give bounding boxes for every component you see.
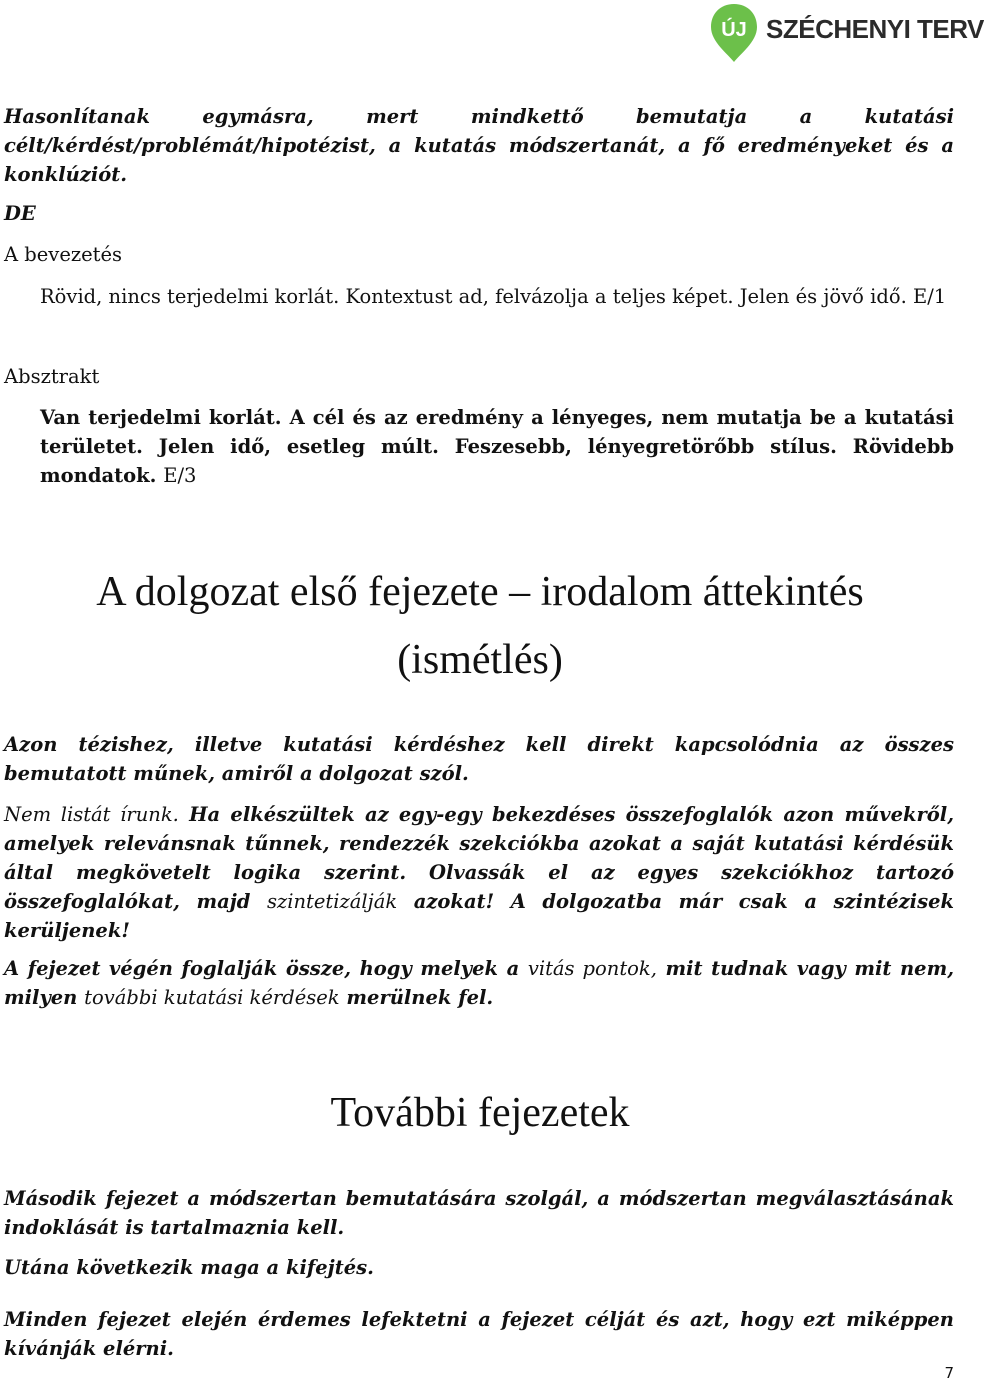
p2-end: azokat! A dolgozatba már csak a szintézisek kerüljenek! (4, 890, 954, 942)
logo-text: SZÉCHENYI TERV (766, 14, 984, 44)
intro-text: Rövid, nincs terjedelmi korlát. Kontextust ad, felvázolja a teljes képet. Jelen és jövő idő. E/1 (40, 285, 947, 308)
de-label: DE (4, 202, 36, 225)
section2-paragraph-3: Minden fejezet elején érdemes lefektetni a fejezet célját és azt, hogy ezt miképpen kívánják elérni. (4, 1308, 954, 1360)
section2-paragraph-1: Második fejezet a módszertan bemutatására szolgál, a módszertan megválasztásának indoklását is tartalmaznia kell. (4, 1187, 954, 1239)
comparison-paragraph: Hasonlítanak egymásra, mert mindkettő bemutatja a kutatási célt/kérdést/problémát/hipotézist, a kutatás módszertanát, a fő eredményeket és a konklúziót. (4, 105, 954, 186)
p3-a: A fejezet végén foglalják össze, hogy melyek a (4, 957, 520, 980)
abstract-suffix: E/3 (163, 464, 197, 487)
section2-title: További fejezetek (330, 1090, 630, 1136)
section1-paragraph-2 (4, 800, 954, 945)
abstract-label: Absztrakt (4, 365, 100, 388)
section1-title-line1: A dolgozat első fejezete – irodalom áttekintés (96, 569, 864, 615)
abstract-text (40, 403, 954, 490)
p3-d: további kutatási kérdések (84, 986, 340, 1009)
logo-mark-text: ÚJ (721, 19, 747, 41)
section2-paragraph-2: Utána következik maga a kifejtés. (4, 1256, 374, 1279)
p2-synthesize: szintetizálják (266, 890, 398, 913)
szechenyi-terv-logo (706, 2, 984, 64)
p3-b: vitás pontok, (527, 957, 657, 980)
p3-e: merülnek fel. (346, 986, 494, 1009)
location-pin-icon (708, 2, 760, 64)
intro-label: A bevezetés (4, 243, 123, 266)
abstract-text-main: Van terjedelmi korlát. A cél és az eredmény a lényeges, nem mutatja be a kutatási területet. Jelen idő, esetleg múlt. Feszesebb, lényegretörőbb stílus. Rövidebb mondatok. (40, 406, 954, 487)
p2-main: Ha elkészültek az egy-egy bekezdéses összefoglalók azon művekről, amelyek relevánsnak tűnnek, rendezzék szekciókba azokat a saját kutatási kérdésük által megkövetelt logika szerint. Olvassák el az egyes szekciókhoz tartozó összefoglalókat, majd (4, 803, 954, 913)
section1-paragraph-3 (4, 954, 954, 1012)
section1-paragraph-1: Azon tézishez, illetve kutatási kérdéshez kell direkt kapcsolódnia az összes bemutatott műnek, amiről a dolgozat szól. (4, 733, 954, 785)
p2-not-list: Nem listát írunk. (4, 803, 179, 826)
p3-c: mit tudnak vagy mit nem, milyen (4, 957, 954, 1009)
section1-title-line2: (ismétlés) (397, 637, 563, 683)
page-number: 7 (944, 1364, 954, 1382)
